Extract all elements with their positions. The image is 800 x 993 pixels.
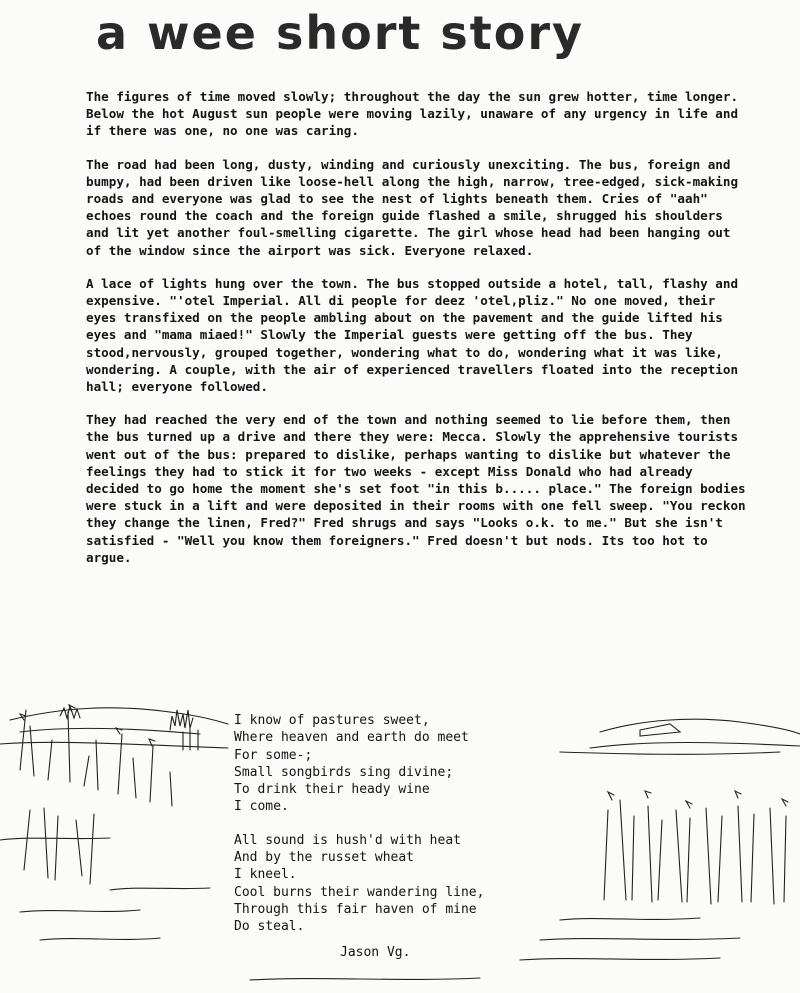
poem-line: I come. <box>234 799 289 815</box>
poem-line: Small songbirds sing divine; <box>234 764 454 780</box>
poem-line: Through this fair haven of mine <box>234 901 477 917</box>
poem-line: All sound is hush'd with heat <box>234 832 461 848</box>
poem-line: I kneel. <box>234 867 297 883</box>
author-signature: Jason Vg. <box>340 945 411 960</box>
story-paragraph: The road had been long, dusty, winding and curiously unexciting. The bus, foreign and bumpy, had been driven like loose-hell along the high, narrow, tree-edged, sick-making roads and everyone was glad to see the nest of lights beneath them. Cries of "aah" echoes round the coach and the foreign guide flashed a smile, shrugged his shoulders and lit yet another foul-smelling cigarette. The girl whose head had been hanging out of the window since the airport was sick. Everyone relaxed. <box>86 156 739 258</box>
poem-line: To drink their heady wine <box>234 782 430 798</box>
story-paragraph: A lace of lights hung over the town. The bus stopped outside a hotel, tall, flashy and expensive. "'otel Imperial. All di people for deez 'otel,pliz." No one moved, their eyes transfixed on the people ambling about on the pavement and the guide lifted his eyes and "mama miaed!" Slowly the Imperial guests were getting off the bus. They stood,nervously, grouped together, wondering what to do, wondering what it was like, wondering. A couple, with the air of experienced travellers floated into the reception hall; everyone followed. <box>86 275 739 395</box>
story-paragraph: The figures of time moved slowly; throughout the day the sun grew hotter, time longer. Below the hot August sun people were moving lazily, unaware of any urgency in life and if there was one, no one was caring. <box>86 89 739 139</box>
story-body <box>86 88 746 582</box>
poem-line: I know of pastures sweet, <box>234 713 430 728</box>
poem-line: For some-; <box>234 747 313 763</box>
poem-line: And by the russet wheat <box>234 850 415 866</box>
poem-stanza <box>234 832 594 936</box>
poem <box>234 712 594 952</box>
story-paragraph: They had reached the very end of the town and nothing seemed to lie before them, then the bus turned up a drive and there they were: Mecca. Slowly the apprehensive tourists went out of the bus: prepared to dislike, perhaps wanting to dislike but whatever the feelings they had to stick it for two weeks - except Miss Donald who had already decided to go home the moment she's set foot "in this b..... place." The foreign bodies were stuck in a lift and were deposited in their rooms with one fell sweep. "You reckon they change the linen, Fred?" Fred shrugs and says "Looks o.k. to me." But she isn't satisfied - "Well you know them foreigners." Fred doesn't but nods. Its too hot to argue. <box>86 412 746 565</box>
poem-line: Do steal. <box>234 919 305 935</box>
story-title: a wee short story <box>96 6 585 60</box>
poem-line: Where heaven and earth do meet <box>234 730 469 746</box>
poem-line: Cool burns their wandering line, <box>234 884 485 900</box>
poem-stanza <box>234 712 594 816</box>
